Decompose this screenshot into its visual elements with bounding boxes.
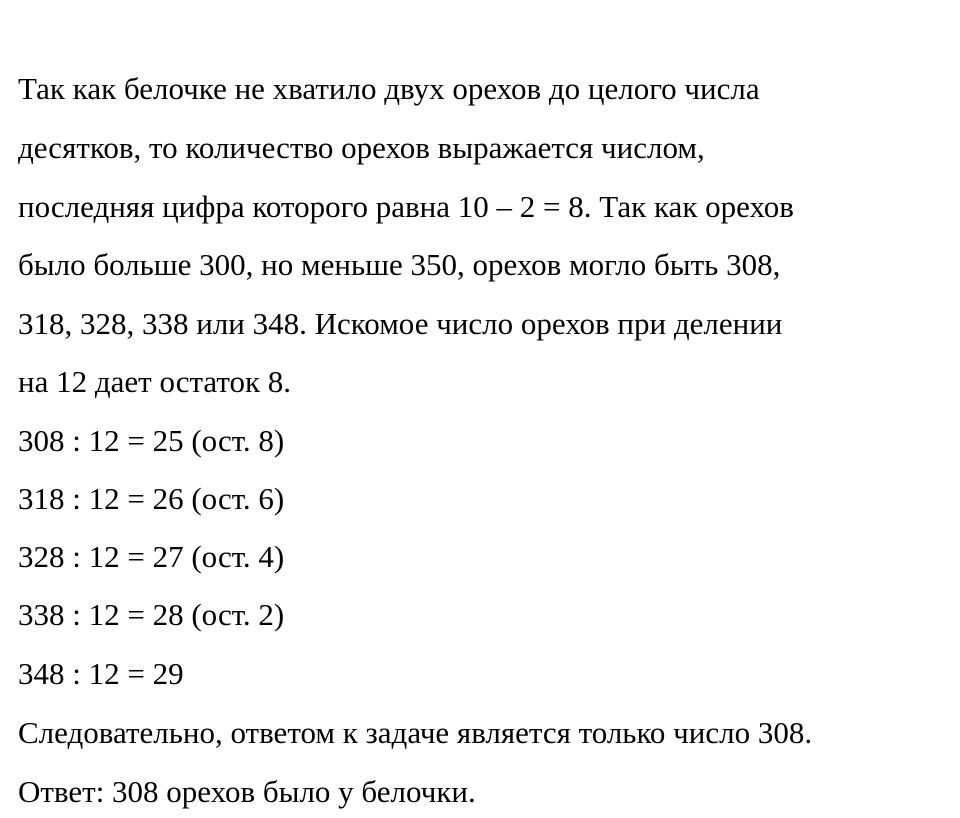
- paragraph-line-5: 318, 328, 338 или 348. Искомое число орехов при делении: [18, 306, 783, 341]
- paragraph-line-4: было больше 300, но меньше 350, орехов могло быть 308,: [18, 247, 781, 282]
- paragraph-line-6: на 12 дает остаток 8.: [18, 364, 292, 399]
- paragraph-line-3: последняя цифра которого равна 10 – 2 = 8. Так как орехов: [18, 189, 794, 224]
- answer-line: Ответ: 308 орехов было у белочки.: [18, 774, 476, 809]
- calculation-line-318: 318 : 12 = 26 (ост. 6): [18, 481, 285, 516]
- calculation-line-328: 328 : 12 = 27 (ост. 4): [18, 539, 285, 574]
- calculation-line-348: 348 : 12 = 29: [18, 656, 184, 691]
- paragraph-line-1: Так как белочке не хватило двух орехов до целого числа: [18, 71, 760, 106]
- calculation-line-308: 308 : 12 = 25 (ост. 8): [18, 423, 285, 458]
- paragraph-line-2: десятков, то количество орехов выражается числом,: [18, 130, 705, 165]
- conclusion-line: Следовательно, ответом к задаче является только число 308.: [18, 715, 813, 750]
- calculation-line-338: 338 : 12 = 28 (ост. 2): [18, 597, 285, 632]
- document-page: [18, 0, 948, 818]
